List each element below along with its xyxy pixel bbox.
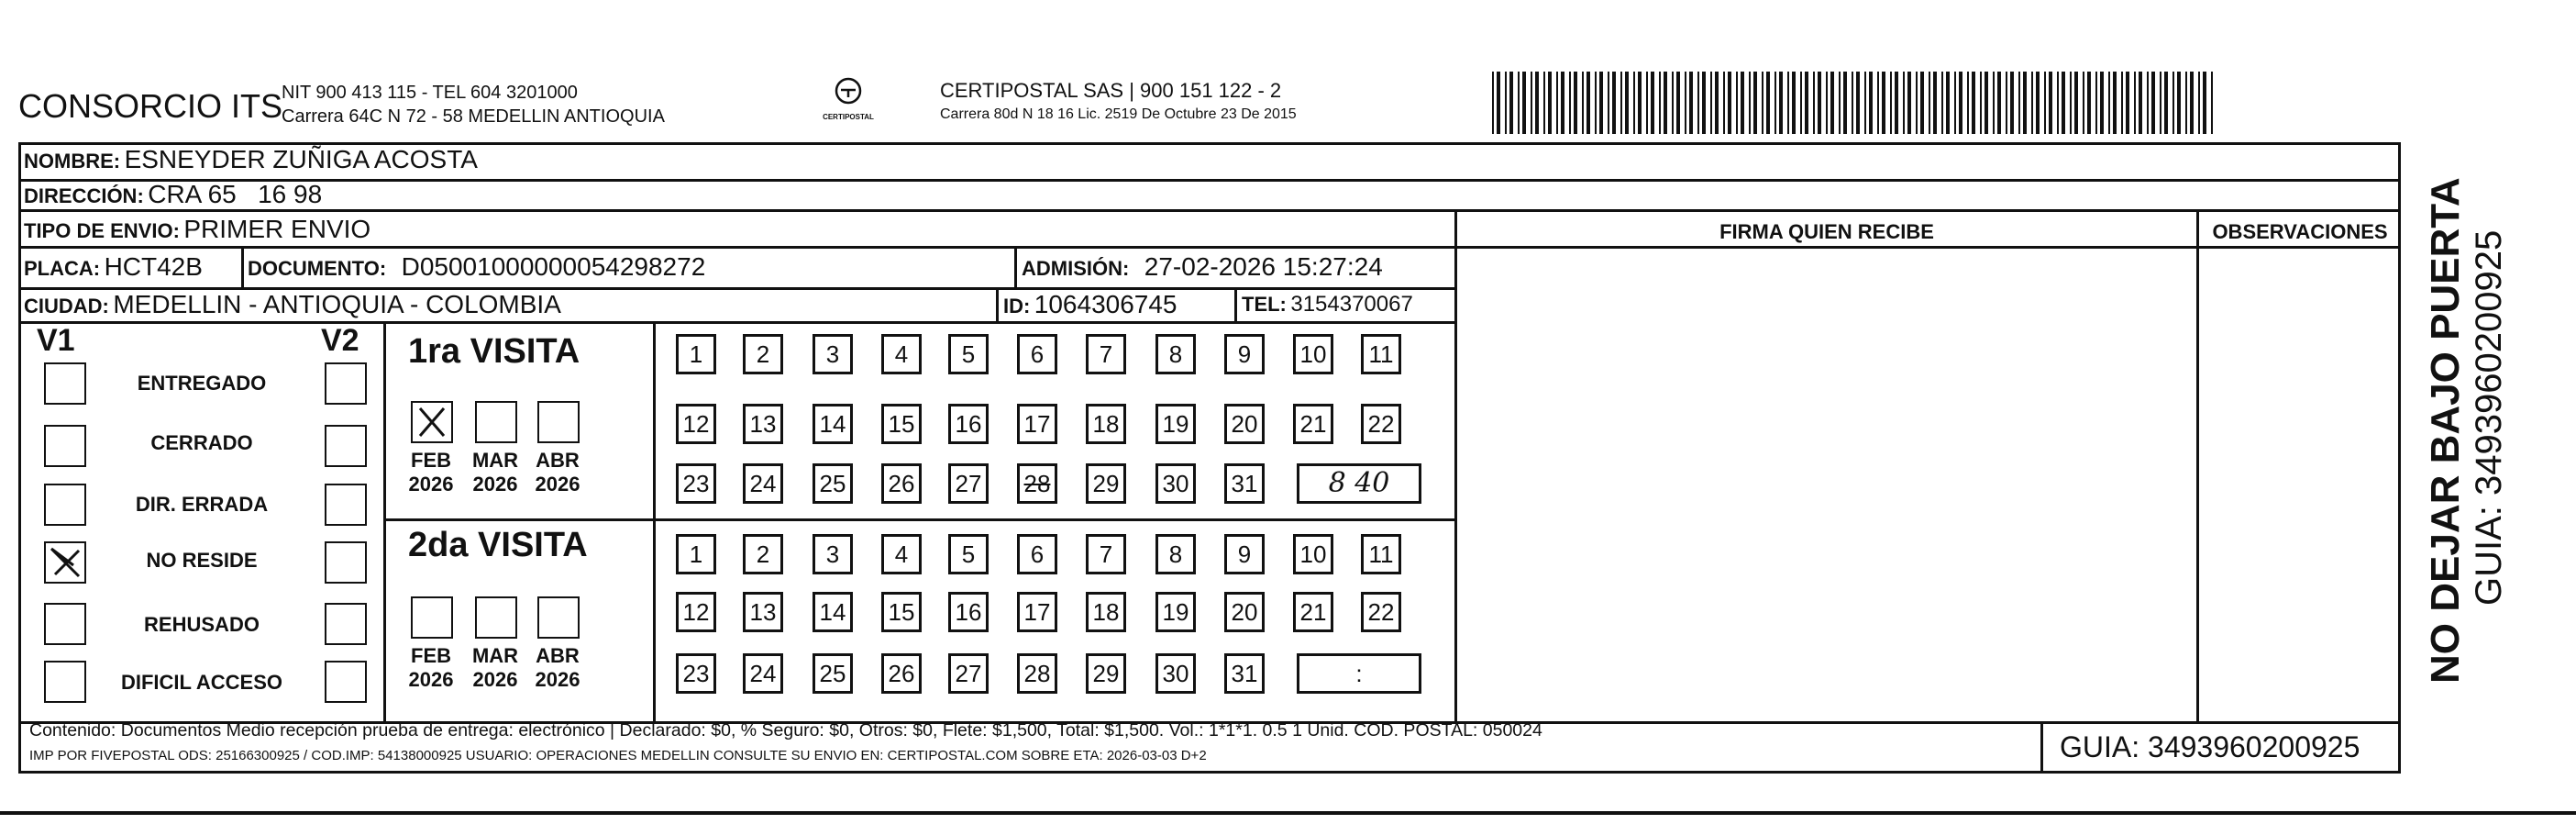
day-cell[interactable]: 14 xyxy=(813,404,853,444)
documento-value: D05001000000054298272 xyxy=(401,252,706,281)
month-checkbox[interactable] xyxy=(537,596,580,639)
id-value: 1064306745 xyxy=(1034,290,1177,318)
documento-label: DOCUMENTO: xyxy=(248,257,387,280)
tel-cell xyxy=(1242,292,1413,317)
month-label xyxy=(402,644,460,692)
day-cell[interactable]: 5 xyxy=(948,534,989,574)
day-cell[interactable]: 25 xyxy=(813,463,853,504)
id-cell xyxy=(1003,290,1177,319)
day-cell[interactable]: 5 xyxy=(948,334,989,374)
admision-label: ADMISIÓN: xyxy=(1022,257,1130,280)
day-cell[interactable]: 15 xyxy=(881,592,922,632)
day-cell[interactable]: 24 xyxy=(743,463,783,504)
certipostal-logo-icon xyxy=(821,77,876,132)
v2-checkbox[interactable] xyxy=(325,603,367,645)
side-guia: GUIA: 3493960200925 xyxy=(2469,229,2509,606)
placa-value: HCT42B xyxy=(104,252,203,281)
status-label: DIFICIL ACCESO xyxy=(120,671,282,694)
month-year: 2026 xyxy=(535,473,580,496)
month-checkbox[interactable] xyxy=(411,596,453,639)
day-cell[interactable]: 13 xyxy=(743,592,783,632)
day-cell[interactable]: 7 xyxy=(1086,334,1126,374)
day-cell[interactable]: 28 xyxy=(1017,653,1057,694)
v2-checkbox[interactable] xyxy=(325,425,367,467)
day-cell[interactable]: 26 xyxy=(881,463,922,504)
footer-imp-line: IMP POR FIVEPOSTAL ODS: 25166300925 / COD.IMP: 54138000925 USUARIO: OPERACIONES MEDELLIN CONSULTE SU ENVIO EN: CERTIPOSTAL.COM SOBRE ETA: 2026-03-03 D+2 xyxy=(29,748,1207,763)
v1-checkbox[interactable] xyxy=(44,541,86,584)
day-cell[interactable]: 11 xyxy=(1361,534,1401,574)
certipostal-name: CERTIPOSTAL SAS | 900 151 122 - 2 xyxy=(940,79,1282,102)
day-cell[interactable]: 30 xyxy=(1155,463,1196,504)
month-label xyxy=(466,449,525,496)
day-cell[interactable]: 1 xyxy=(676,334,716,374)
day-cell[interactable]: 4 xyxy=(881,534,922,574)
company-nit: NIT 900 413 115 - TEL 604 3201000 xyxy=(282,83,578,103)
company-name: CONSORCIO ITS xyxy=(18,87,283,125)
id-label: ID: xyxy=(1003,295,1031,317)
status-label: DIR. ERRADA xyxy=(135,493,269,516)
day-cell[interactable]: 20 xyxy=(1224,592,1265,632)
day-cell[interactable]: 29 xyxy=(1086,463,1126,504)
day-cell[interactable]: 11 xyxy=(1361,334,1401,374)
v1-checkbox[interactable] xyxy=(44,484,86,526)
day-cell[interactable]: 3 xyxy=(813,334,853,374)
tipo-row xyxy=(24,215,370,244)
day-cell[interactable]: 9 xyxy=(1224,534,1265,574)
v2-checkbox[interactable] xyxy=(325,484,367,526)
placa-cell xyxy=(24,252,203,282)
v1-checkbox[interactable] xyxy=(44,661,86,703)
day-cell[interactable]: 27 xyxy=(948,463,989,504)
company-address: Carrera 64C N 72 - 58 MEDELLIN ANTIOQUIA xyxy=(282,106,665,127)
status-label: CERRADO xyxy=(150,431,253,454)
day-cell[interactable]: 2 xyxy=(743,334,783,374)
day-cell[interactable]: 19 xyxy=(1155,592,1196,632)
direccion-value: CRA 65 16 98 xyxy=(148,180,323,208)
day-cell[interactable]: 23 xyxy=(676,463,716,504)
month-label xyxy=(528,449,587,496)
status-label: NO RESIDE xyxy=(146,549,258,572)
direccion-label: DIRECCIÓN: xyxy=(24,184,144,207)
day-cell[interactable]: 30 xyxy=(1155,653,1196,694)
month-label xyxy=(466,644,525,692)
tipo-value: PRIMER ENVIO xyxy=(183,215,371,243)
day-cell[interactable]: 13 xyxy=(743,404,783,444)
v1-checkbox[interactable] xyxy=(44,362,86,405)
certipostal-license: Carrera 80d N 18 16 Lic. 2519 De Octubre 23 De 2015 xyxy=(940,106,1297,122)
month-label xyxy=(528,644,587,692)
day-cell[interactable]: 14 xyxy=(813,592,853,632)
day-cell[interactable]: 3 xyxy=(813,534,853,574)
day-cell[interactable]: 7 xyxy=(1086,534,1126,574)
day-cell[interactable]: 21 xyxy=(1293,592,1333,632)
month-checkbox[interactable] xyxy=(411,401,453,443)
nombre-value: ESNEYDER ZUÑIGA ACOSTA xyxy=(124,145,478,173)
ciudad-value: MEDELLIN - ANTIOQUIA - COLOMBIA xyxy=(113,290,561,318)
month-name: FEB xyxy=(411,449,451,472)
day-cell[interactable]: 24 xyxy=(743,653,783,694)
admision-cell xyxy=(1022,252,1383,282)
day-cell[interactable]: 18 xyxy=(1086,592,1126,632)
ciudad-cell xyxy=(24,290,561,319)
day-cell[interactable]: 15 xyxy=(881,404,922,444)
tipo-label: TIPO DE ENVIO: xyxy=(24,219,180,242)
documento-cell xyxy=(248,252,705,282)
day-cell[interactable]: 1 xyxy=(676,534,716,574)
v2-checkbox[interactable] xyxy=(325,661,367,703)
month-year: 2026 xyxy=(472,668,518,691)
day-cell[interactable]: 17 xyxy=(1017,404,1057,444)
footer-guia: GUIA: 3493960200925 xyxy=(2060,730,2360,763)
day-cell[interactable]: 25 xyxy=(813,653,853,694)
barcode xyxy=(1490,72,2219,134)
day-cell[interactable]: 16 xyxy=(948,592,989,632)
month-year: 2026 xyxy=(408,473,454,496)
status-label: REHUSADO xyxy=(144,613,260,636)
month-name: ABR xyxy=(536,644,580,667)
v1-checkbox[interactable] xyxy=(44,425,86,467)
day-cell[interactable]: 27 xyxy=(948,653,989,694)
direccion-row xyxy=(24,180,322,209)
v1-header: V1 xyxy=(37,323,75,358)
day-cell[interactable]: 17 xyxy=(1017,592,1057,632)
observaciones-header: OBSERVACIONES xyxy=(2212,220,2388,243)
day-cell[interactable]: 12 xyxy=(676,592,716,632)
logo-text: CERTIPOSTAL xyxy=(823,113,874,121)
month-name: FEB xyxy=(411,644,451,667)
firma-header: FIRMA QUIEN RECIBE xyxy=(1719,220,1934,243)
day-cell[interactable]: 9 xyxy=(1224,334,1265,374)
day-cell[interactable]: 12 xyxy=(676,404,716,444)
time-field[interactable]: 8 40 xyxy=(1297,463,1421,504)
footer-content-line: Contenido: Documentos Medio recepción prueba de entrega: electrónico | Declarado: $0, % Seguro: $0, Otros: $0, Flete: $1,500, Total: $1,500. Vol.: 1*1*1. 0.5 1 Unid. COD. POSTAL: 050024 xyxy=(29,720,1542,740)
month-year: 2026 xyxy=(472,473,518,496)
first-visit-title: 1ra VISITA xyxy=(408,332,580,371)
month-year: 2026 xyxy=(408,668,454,691)
day-cell[interactable]: 18 xyxy=(1086,404,1126,444)
ciudad-label: CIUDAD: xyxy=(24,295,109,317)
admision-value: 27-02-2026 15:27:24 xyxy=(1144,252,1383,281)
month-label xyxy=(402,449,460,496)
day-cell[interactable]: 20 xyxy=(1224,404,1265,444)
day-cell[interactable]: 23 xyxy=(676,653,716,694)
time-field[interactable]: : xyxy=(1297,653,1421,694)
second-visit-title: 2da VISITA xyxy=(408,526,588,564)
month-checkbox[interactable] xyxy=(537,401,580,443)
day-cell[interactable]: 31 xyxy=(1224,463,1265,504)
v2-header: V2 xyxy=(321,323,359,358)
day-cell[interactable]: 28 xyxy=(1017,463,1057,504)
month-name: ABR xyxy=(536,449,580,472)
status-label: ENTREGADO xyxy=(137,372,267,395)
day-cell[interactable]: 6 xyxy=(1017,334,1057,374)
nombre-row xyxy=(24,145,478,174)
nombre-label: NOMBRE: xyxy=(24,150,121,173)
day-cell[interactable]: 16 xyxy=(948,404,989,444)
tel-label: TEL: xyxy=(1242,293,1287,316)
day-cell[interactable]: 22 xyxy=(1361,592,1401,632)
v2-checkbox[interactable] xyxy=(325,541,367,584)
side-warning: NO DEJAR BAJO PUERTA xyxy=(2423,177,2468,684)
bottom-separator xyxy=(0,811,2576,815)
day-cell[interactable]: 4 xyxy=(881,334,922,374)
month-name: MAR xyxy=(471,644,519,667)
day-cell[interactable]: 10 xyxy=(1293,334,1333,374)
day-cell[interactable]: 6 xyxy=(1017,534,1057,574)
month-name: MAR xyxy=(471,449,519,472)
day-cell[interactable]: 8 xyxy=(1155,334,1196,374)
month-year: 2026 xyxy=(535,668,580,691)
day-cell[interactable]: 31 xyxy=(1224,653,1265,694)
month-checkbox[interactable] xyxy=(475,401,517,443)
day-cell[interactable]: 10 xyxy=(1293,534,1333,574)
day-cell[interactable]: 19 xyxy=(1155,404,1196,444)
month-checkbox[interactable] xyxy=(475,596,517,639)
day-cell[interactable]: 8 xyxy=(1155,534,1196,574)
day-cell[interactable]: 22 xyxy=(1361,404,1401,444)
tel-value: 3154370067 xyxy=(1290,292,1413,317)
v1-checkbox[interactable] xyxy=(44,603,86,645)
day-cell[interactable]: 2 xyxy=(743,534,783,574)
placa-label: PLACA: xyxy=(24,257,101,280)
day-cell[interactable]: 26 xyxy=(881,653,922,694)
day-cell[interactable]: 29 xyxy=(1086,653,1126,694)
day-cell[interactable]: 21 xyxy=(1293,404,1333,444)
v2-checkbox[interactable] xyxy=(325,362,367,405)
